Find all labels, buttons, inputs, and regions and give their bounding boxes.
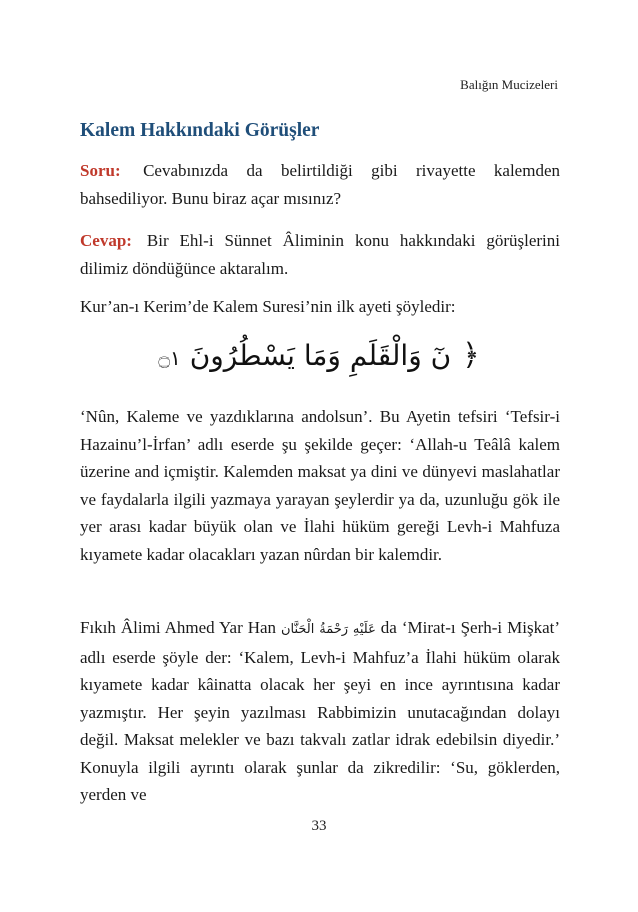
ayah-bracket: ﴿ (462, 338, 480, 373)
question-text: Cevabınızda da belirtildiği gibi rivayette kalemden bahsediliyor. Bunu biraz açar mısınız? (80, 161, 561, 208)
scholar-intro-text: Fıkıh Âlimi Ahmed Yar Han (80, 618, 281, 637)
scholar-quote-text: da ‘Mirat-ı Şerh-i Mişkat’ adlı eserde şöyle der: ‘Kalem, Levh-i Mahfuz’a İlahi hüküm olarak kıyamete kadar kâinatta olacak her şeyi en ince ayrıntısına kadar yazmıştır. Her şeyin yazılması Rabbimizin unutacağından dolayı değil. Maksat melekler ve bazı takvalı zatlar idrak edebilsin diyedir.’ Konuyla ilgili ayrıntı olarak şunlar da zikredilir: ‘Su, göklerden, yerden ve (80, 618, 560, 804)
ayah-number-marker: ۝١ (158, 346, 181, 370)
ayah-text: نٓ وَالْقَلَمِ وَمَا يَسْطُرُونَ (189, 339, 452, 372)
question-paragraph (80, 157, 560, 212)
answer-label: Cevap: (80, 231, 132, 250)
ayah-verse (0, 336, 638, 378)
page-number: 33 (311, 818, 327, 834)
section-title: Kalem Hakkındaki Görüşler (80, 120, 320, 141)
answer-paragraph (80, 227, 560, 282)
tafsir-paragraph: ‘Nûn, Kaleme ve yazdıklarına andolsun’. Bu Ayetin tefsiri ‘Tefsir-i Hazainu’l-İrfan’ adlı eserde şu şekilde geçer: ‘Allah-u Teâlâ kalem üzerine and içmiştir. Kalemden maksat ya dini ve dünyevi maslahatlar ve faydalarla ilgili yazmaya yarayan şeylerdir ya da, uzunluğu gök ile yer arası kadar büyük olan ve İlahi hüküm gereği Levh-i Mahfuza kıyamete kadar olacakları yazan nûrdan bir kalemdir. (80, 407, 560, 564)
question-label: Soru: (80, 161, 121, 180)
running-header: Balığın Mucizeleri (460, 77, 558, 92)
honorific-arabic: عَلَيْهِ رَحْمَةُ الْحَنَّان (280, 622, 376, 637)
intro-paragraph: Kur’an-ı Kerim’de Kalem Suresi’nin ilk ayeti şöyledir: (80, 297, 456, 316)
scholar-paragraph (80, 614, 560, 809)
answer-text: Bir Ehl-i Sünnet Âliminin konu hakkındaki görüşlerini dilimiz döndüğünce aktaralım. (80, 231, 560, 278)
